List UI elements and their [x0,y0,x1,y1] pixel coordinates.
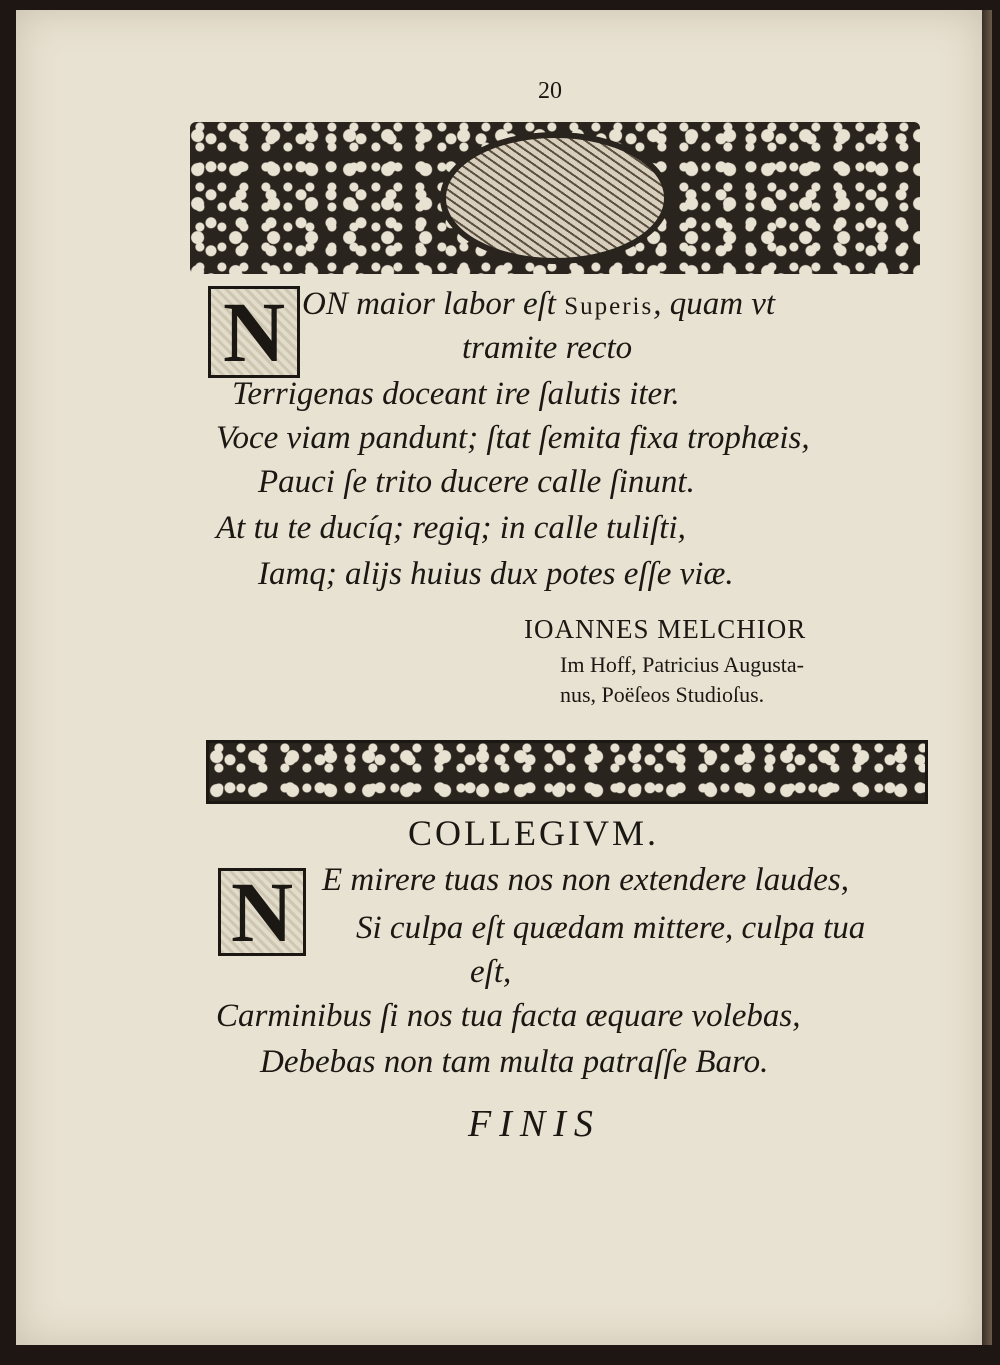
page-edge [982,10,992,1345]
finis-label: FINIS [468,1103,601,1145]
author-description: Im Hoff, Patricius Augusta- [560,652,805,677]
verse-line-continuation: eſt, [470,954,512,990]
woodcut-headpiece-ornament [190,122,920,274]
section-title: COLLEGIVM. [408,813,659,853]
decorated-initial-n: N [218,868,306,956]
verse-line: Terrigenas doceant ire ſalutis iter. [232,376,680,412]
verse-line: At tu te ducíq; regiq; in calle tuliſti, [216,510,686,546]
verse-line [302,286,775,323]
small-caps-word: Superis [564,293,654,320]
verse-text: ON maior labor eſt [302,286,556,322]
verse-line: E mirere tuas nos non extendere laudes, [322,862,849,898]
verse-line: Debebas non tam multa patraſſe Baro. [260,1044,769,1080]
verse-line: Iamq; alijs huius dux potes eſſe viæ. [258,556,734,592]
verse-line: Si culpa eſt quædam mittere, culpa tua [356,910,866,946]
decorated-initial-n: N [208,286,300,378]
verse-line: Voce viam pandunt; ſtat ſemita fixa trophæis, [216,420,810,456]
author-name: IOANNES MELCHIOR [524,614,807,644]
verse-text: , quam vt [653,286,776,322]
page-number: 20 [538,78,562,104]
verse-line: Pauci ſe trito ducere calle ſinunt. [258,464,695,500]
author-description: nus, Poëſeos Studioſus. [560,682,765,707]
woodcut-band-ornament [206,740,928,804]
headpiece-medallion-illustration [440,132,670,264]
verse-line-continuation: tramite recto [462,330,633,366]
verse-line: Carminibus ſi nos tua facta æquare volebas, [216,998,801,1034]
